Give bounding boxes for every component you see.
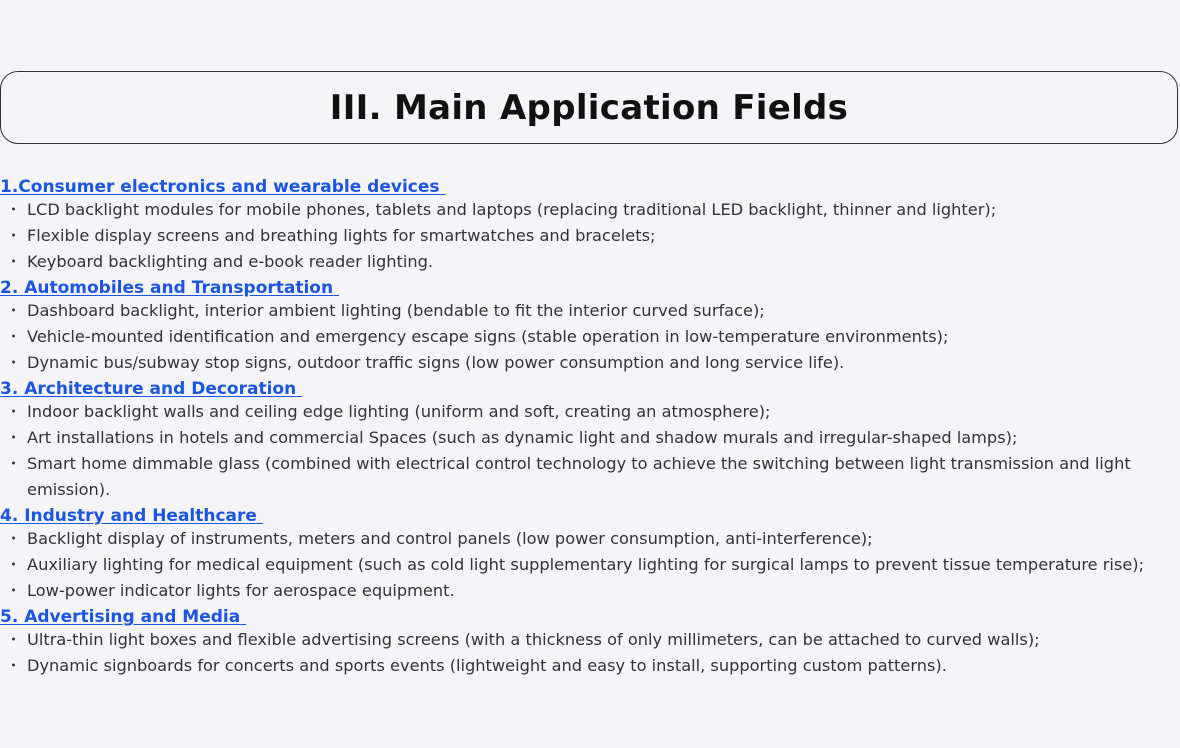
section-consumer-electronics — [0, 174, 1170, 275]
section-advertising-media — [0, 604, 1170, 679]
list-item: ・ Flexible display screens and breathing lights for smartwatches and bracelets; — [0, 223, 1170, 249]
bullet-icon: ・ — [5, 454, 22, 473]
list-item: ・ Low-power indicator lights for aerospace equipment. — [0, 578, 1170, 604]
section-heading-link[interactable]: 3. Architecture and Decoration — [0, 379, 297, 399]
section-automobiles — [0, 275, 1170, 376]
section-heading-link[interactable]: 4. Industry and Healthcare — [0, 506, 257, 526]
list-item: ・ Art installations in hotels and commercial Spaces (such as dynamic light and shadow murals and irregular-shaped lamps); — [0, 425, 1170, 451]
section-architecture — [0, 376, 1170, 503]
bullet-icon: ・ — [5, 301, 22, 320]
list-item: ・ Dynamic bus/subway stop signs, outdoor traffic signs (low power consumption and long service life). — [0, 350, 1170, 376]
section-heading-link[interactable]: 2. Automobiles and Transportation — [0, 278, 334, 298]
bullet-icon: ・ — [5, 555, 22, 574]
list-item: ・ Vehicle-mounted identification and emergency escape signs (stable operation in low-temperature environments); — [0, 324, 1170, 350]
section-heading-link[interactable]: 1.Consumer electronics and wearable devices — [0, 177, 440, 197]
bullet-icon: ・ — [5, 581, 22, 600]
bullet-icon: ・ — [5, 252, 22, 271]
bullet-icon: ・ — [5, 428, 22, 447]
list-item: ・ Auxiliary lighting for medical equipment (such as cold light supplementary lighting for surgical lamps to prevent tissue temperature rise); — [0, 552, 1170, 578]
content-body — [0, 174, 1170, 679]
list-item: ・ Backlight display of instruments, meters and control panels (low power consumption, anti-interference); — [0, 526, 1170, 552]
list-item: ・ Ultra-thin light boxes and flexible advertising screens (with a thickness of only millimeters, can be attached to curved walls); — [0, 627, 1170, 653]
section-industry-healthcare — [0, 503, 1170, 604]
page-title: III. Main Application Fields — [329, 87, 849, 128]
bullet-icon: ・ — [5, 353, 22, 372]
list-item: ・ Dynamic signboards for concerts and sports events (lightweight and easy to install, supporting custom patterns). — [0, 653, 1170, 679]
bullet-icon: ・ — [5, 402, 22, 421]
title-banner — [0, 71, 1178, 144]
section-heading-link[interactable]: 5. Advertising and Media — [0, 607, 241, 627]
list-item: ・ Smart home dimmable glass (combined with electrical control technology to achieve the switching between light transmission and light emission). — [0, 451, 1170, 503]
bullet-icon: ・ — [5, 529, 22, 548]
bullet-icon: ・ — [5, 200, 22, 219]
list-item: ・ Keyboard backlighting and e-book reader lighting. — [0, 249, 1170, 275]
bullet-icon: ・ — [5, 327, 22, 346]
list-item: ・ LCD backlight modules for mobile phones, tablets and laptops (replacing traditional LED backlight, thinner and lighter); — [0, 197, 1170, 223]
list-item: ・ Indoor backlight walls and ceiling edge lighting (uniform and soft, creating an atmosphere); — [0, 399, 1170, 425]
list-item: ・ Dashboard backlight, interior ambient lighting (bendable to fit the interior curved surface); — [0, 298, 1170, 324]
bullet-icon: ・ — [5, 226, 22, 245]
bullet-icon: ・ — [5, 630, 22, 649]
bullet-icon: ・ — [5, 656, 22, 675]
